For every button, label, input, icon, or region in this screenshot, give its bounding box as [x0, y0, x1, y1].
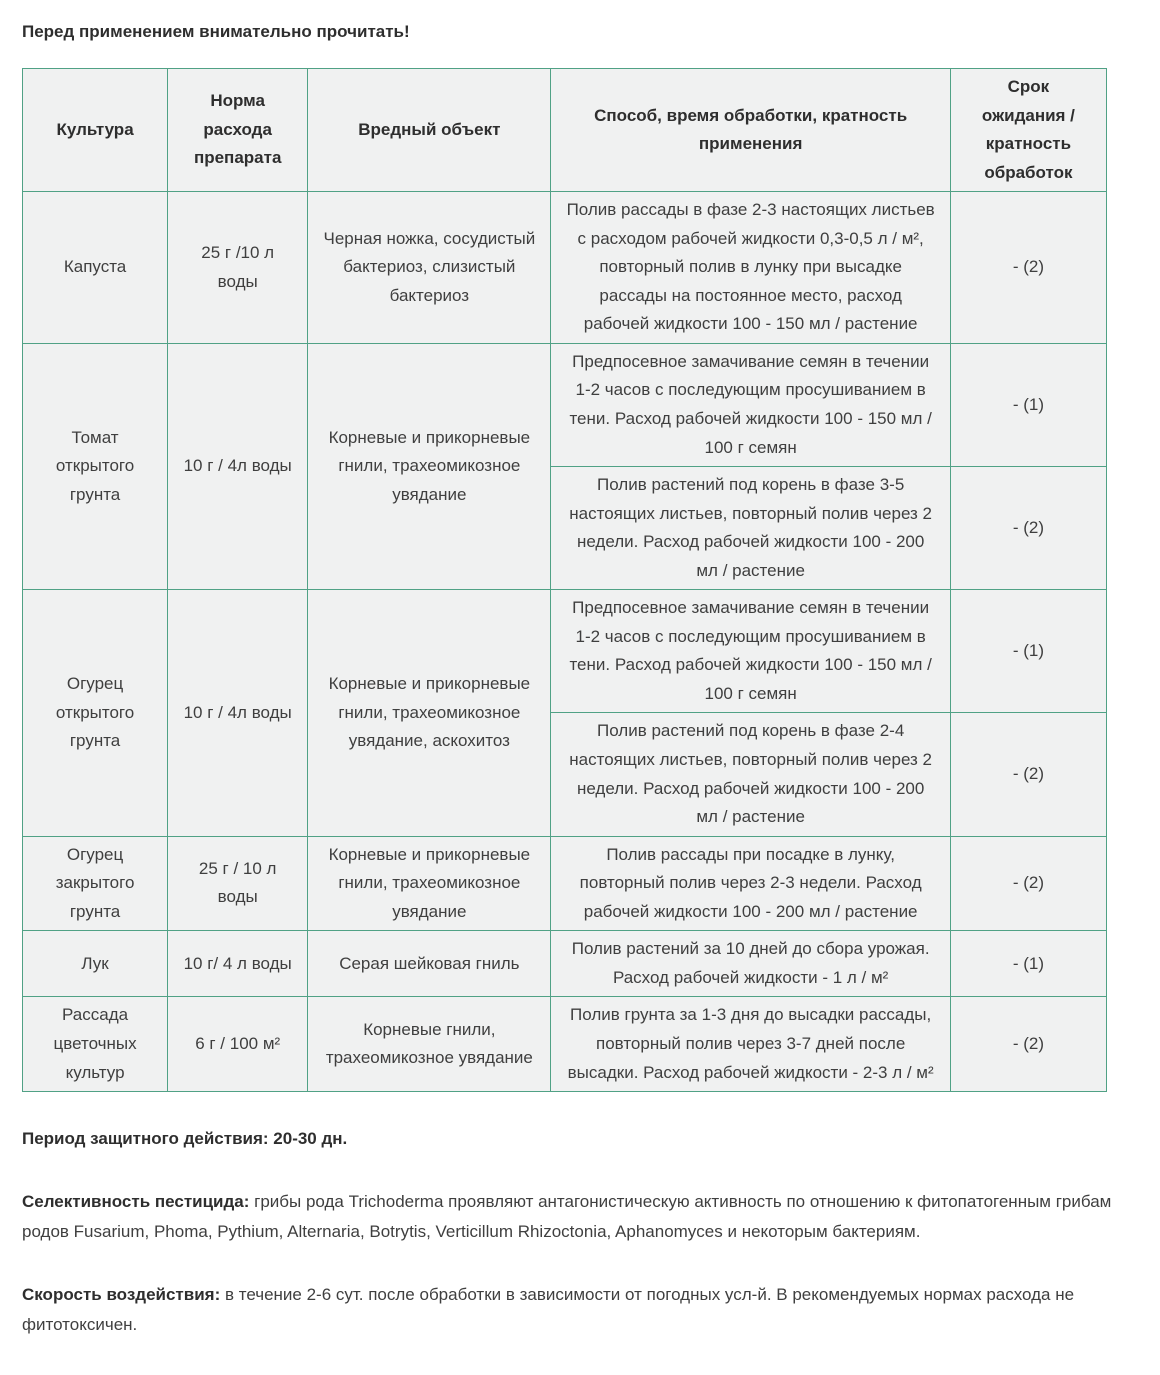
- cell-harmful-object: Черная ножка, сосудистый бактериоз, слизистый бактериоз: [308, 192, 551, 344]
- cell-application-method: Полив грунта за 1-3 дня до высадки рассады, повторный полив через 3-7 дней после высадки. Расход рабочей жидкости - 2-3 л / м²: [551, 997, 950, 1092]
- cell-application-method: Полив рассады в фазе 2-3 настоящих листьев с расходом рабочей жидкости 0,3-0,5 л / м², повторный полив в лунку при высадке рассады на постоянное место, расход рабочей жидкости 100 - 150 мл / растение: [551, 192, 950, 344]
- cell-application-method: Предпосевное замачивание семян в течении 1-2 часов с последующим просушиванием в тени. Расход рабочей жидкости 100 - 150 мл / 100 г семян: [551, 590, 950, 713]
- cell-culture: Капуста: [23, 192, 168, 344]
- cell-application-method: Полив растений под корень в фазе 3-5 настоящих листьев, повторный полив через 2 недели. Расход рабочей жидкости 100 - 200 мл / растение: [551, 467, 950, 590]
- cell-dosage-rate: 10 г / 4л воды: [168, 343, 308, 589]
- table-row: [23, 997, 1107, 1092]
- cell-harmful-object: Корневые и прикорневые гнили, трахеомикозное увядание: [308, 836, 551, 931]
- cell-dosage-rate: 25 г / 10 л воды: [168, 836, 308, 931]
- cell-waiting-period: - (2): [950, 467, 1106, 590]
- footnotes: [22, 1124, 1132, 1341]
- cell-culture: Томат открытого грунта: [23, 343, 168, 589]
- speed-of-action-note: [22, 1280, 1132, 1341]
- table-row: [23, 343, 1107, 466]
- speed-of-action-text: в течение 2-6 сут. после обработки в зависимости от погодных усл-й. В рекомендуемых нормах расхода не фитотоксичен.: [22, 1284, 1075, 1335]
- table-row: [23, 192, 1107, 344]
- header-dosage-rate: Норма расхода препарата: [168, 69, 308, 192]
- cell-waiting-period: - (1): [950, 343, 1106, 466]
- cell-dosage-rate: 6 г / 100 м²: [168, 997, 308, 1092]
- header-harmful-object: Вредный объект: [308, 69, 551, 192]
- usage-notice: Перед применением внимательно прочитать!: [22, 22, 410, 41]
- cell-harmful-object: Серая шейковая гниль: [308, 931, 551, 997]
- cell-application-method: Полив растений за 10 дней до сбора урожая. Расход рабочей жидкости - 1 л / м²: [551, 931, 950, 997]
- protection-period-label: Период защитного действия: 20-30 дн.: [22, 1129, 348, 1149]
- cell-waiting-period: - (2): [950, 713, 1106, 836]
- cell-waiting-period: - (1): [950, 931, 1106, 997]
- header-waiting-period: Срок ожидания / кратность обработок: [950, 69, 1106, 192]
- table-row: [23, 590, 1107, 713]
- cell-waiting-period: - (1): [950, 590, 1106, 713]
- pesticide-selectivity-text: грибы рода Trichoderma проявляют антагонистическую активность по отношению к фитопатогенным грибам родов Fusarium, Phoma, Pythium, Alternaria, Botrytis, Verticillum Rhizoctonia, Aphanomyces и некоторым бактериям.: [22, 1191, 1112, 1242]
- table-row: [23, 931, 1107, 997]
- cell-application-method: Предпосевное замачивание семян в течении 1-2 часов с последующим просушиванием в тени. Расход рабочей жидкости 100 - 150 мл / 100 г семян: [551, 343, 950, 466]
- cell-culture: Огурец открытого грунта: [23, 590, 168, 836]
- cell-dosage-rate: 10 г / 4л воды: [168, 590, 308, 836]
- table-header-row: [23, 69, 1107, 192]
- cell-dosage-rate: 10 г/ 4 л воды: [168, 931, 308, 997]
- cell-application-method: Полив рассады при посадке в лунку, повторный полив через 2-3 недели. Расход рабочей жидкости 100 - 200 мл / растение: [551, 836, 950, 931]
- table-row: [23, 836, 1107, 931]
- application-table: [22, 68, 1107, 1092]
- cell-culture: Рассада цветочных культур: [23, 997, 168, 1092]
- pesticide-selectivity-note: [22, 1187, 1132, 1248]
- cell-dosage-rate: 25 г /10 л воды: [168, 192, 308, 344]
- cell-harmful-object: Корневые и прикорневые гнили, трахеомикозное увядание: [308, 343, 551, 589]
- protection-period-note: [22, 1124, 1132, 1155]
- cell-waiting-period: - (2): [950, 836, 1106, 931]
- cell-harmful-object: Корневые гнили, трахеомикозное увядание: [308, 997, 551, 1092]
- header-application-method: Способ, время обработки, кратность применения: [551, 69, 950, 192]
- cell-culture: Огурец закрытого грунта: [23, 836, 168, 931]
- cell-application-method: Полив растений под корень в фазе 2-4 настоящих листьев, повторный полив через 2 недели. Расход рабочей жидкости 100 - 200 мл / растение: [551, 713, 950, 836]
- header-culture: Культура: [23, 69, 168, 192]
- cell-culture: Лук: [23, 931, 168, 997]
- cell-waiting-period: - (2): [950, 997, 1106, 1092]
- cell-harmful-object: Корневые и прикорневые гнили, трахеомикозное увядание, аскохитоз: [308, 590, 551, 836]
- cell-waiting-period: - (2): [950, 192, 1106, 344]
- pesticide-selectivity-label: Селективность пестицида:: [22, 1191, 250, 1211]
- speed-of-action-label: Скорость воздействия:: [22, 1284, 221, 1304]
